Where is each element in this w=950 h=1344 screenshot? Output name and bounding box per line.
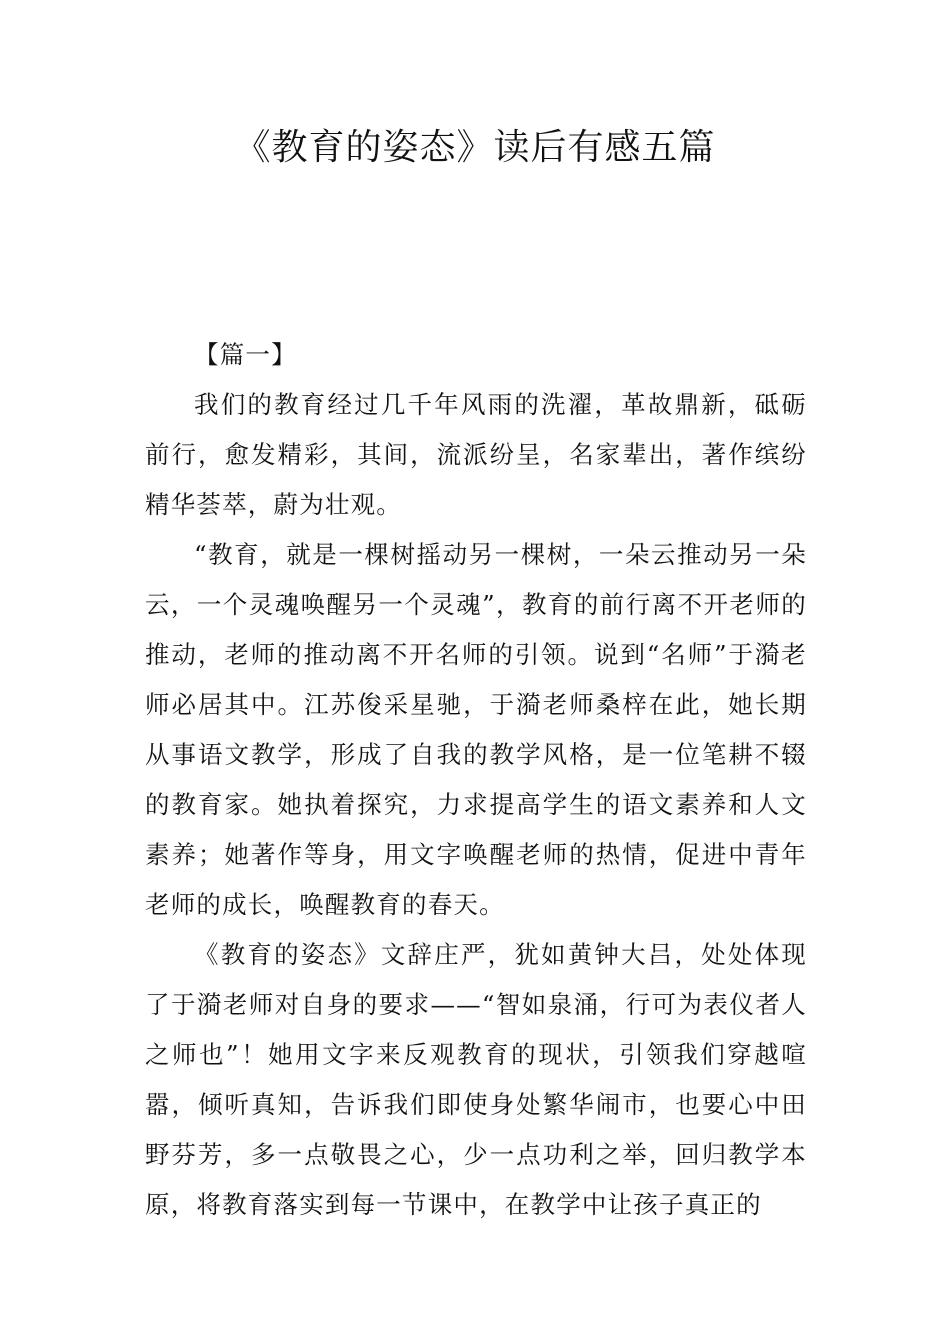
paragraph-2: “教育，就是一棵树摇动另一棵树，一朵云推动另一朵云，一个灵魂唤醒另一个灵魂”，教育的前行离不开老师的推动，老师的推动离不开名师的引领。说到“名师”于漪老师必居其中。江苏俊采星驰，于漪老师桑梓在此，她长期从事语文教学，形成了自我的教学风格，是一位笔耕不辍的教育家。她执着探究，力求提高学生的语文素养和人文素养；她著作等身，用文字唤醒老师的热情，促进中青年老师的成长，唤醒教育的春天。: [145, 540, 807, 919]
paragraph-3: 《教育的姿态》文辞庄严，犹如黄钟大吕，处处体现了于漪老师对自身的要求——“智如泉涌，行可为表仪者人之师也”！她用文字来反观教育的现状，引领我们穿越喧嚣，倾听真知，告诉我们即使身处繁华闹市，也要心中田野芬芳，多一点敬畏之心，少一点功利之举，回归教学本原，将教育落实到每一节课中，在教学中让孩子真正的: [145, 940, 807, 1219]
paragraph-1: 我们的教育经过几千年风雨的洗濯，革故鼎新，砥砺前行，愈发精彩，其间，流派纷呈，名家辈出，著作缤纷精华荟萃，蔚为壮观。: [145, 390, 807, 519]
section-heading: 【篇一】: [194, 340, 297, 369]
document-body: [145, 330, 807, 1230]
document-title: 《教育的姿态》读后有感五篇: [234, 127, 716, 168]
